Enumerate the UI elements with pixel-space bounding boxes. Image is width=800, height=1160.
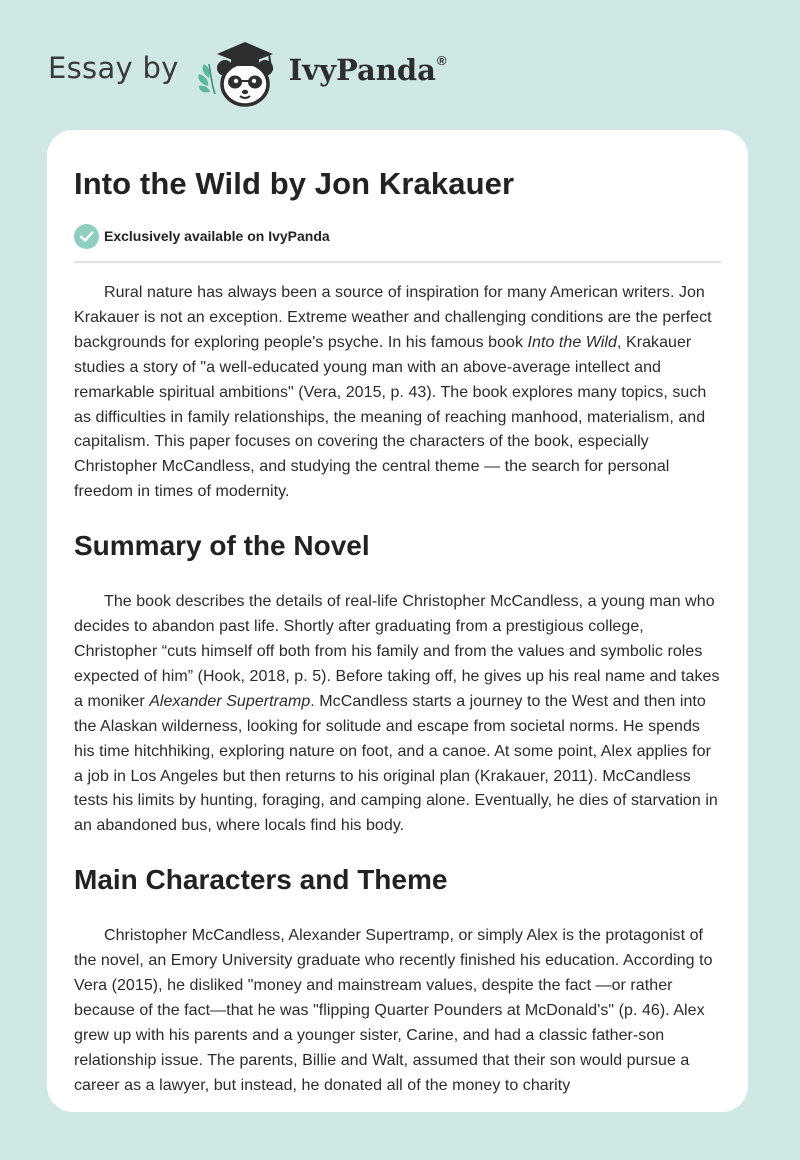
summary-text-part1: The book describes the details of real-life Christopher McCandless, a young man who decides to abandon past life. Shortly after graduating from a prestigious college, Christopher “cuts himself off both from his family and from the values and symbolic roles expected of him” (Hook, 2018, p. 5). Before taking off, he gives up his real name and takes a moniker xyxy=(74,593,720,710)
essay-content xyxy=(47,130,748,1099)
intro-text-part1: Rural nature has always been a source of inspiration for many American writers. Jon Krakauer is not an exception. Extreme weather and challenging conditions are the perfect backgrounds for exploring people's psyche. In his famous book xyxy=(74,284,712,351)
section-spacer xyxy=(74,900,721,924)
exclusive-badge xyxy=(74,223,721,249)
section-heading-summary: Summary of the Novel xyxy=(74,530,370,562)
site-header xyxy=(48,34,447,110)
intro-paragraph xyxy=(74,281,721,505)
section-spacer xyxy=(74,566,721,590)
panda-graduate-logo-icon[interactable] xyxy=(195,34,287,110)
trademark-symbol: ® xyxy=(436,53,447,69)
checkmark-circle-icon xyxy=(74,224,99,249)
title-divider xyxy=(74,261,721,263)
summary-paragraph xyxy=(74,590,721,839)
intro-book-title: Into the Wild xyxy=(527,333,617,351)
essay-by-label: Essay by xyxy=(48,51,179,85)
summary-text-part2: . McCandless starts a journey to the West and then into the Alaskan wilderness, looking for solitude and escape from societal norms. He spends his time hitchhiking, exploring nature on foot, and a canoe. At some point, Alex applies for a job in Los Angeles but then returns to his original plan (Krakauer, 2011). McCandless tests his limits by hunting, foraging, and camping alone. Eventually, he dies of starvation in an abandoned bus, where locals find his body. xyxy=(74,692,718,835)
leaf-icon xyxy=(198,64,215,94)
exclusive-badge-label: Exclusively available on IvyPanda xyxy=(104,228,330,244)
brand-name-text: IvyPanda xyxy=(288,53,436,87)
brand-name[interactable] xyxy=(289,53,447,87)
intro-text-part2: , Krakauer studies a story of "a well-educated young man with an above-average intellect and remarkable spiritual ambitions" (Vera, 2015, p. 43). The book explores many topics, such as difficulties in family relationships, the meaning of reaching manhood, materialism, and capitalism. This paper focuses on covering the characters of the book, especially Christopher McCandless, and studying the central theme — the search for personal freedom in times of modernity. xyxy=(74,333,707,501)
characters-paragraph: Christopher McCandless, Alexander Supertramp, or simply Alex is the protagonist of the novel, an Emory University graduate who recently finished his education. According to Vera (2015), he disliked "money and mainstream values, despite the fact —or rather because of the fact—that he was "flipping Quarter Pounders at McDonald's" (p. 46). Alex grew up with his parents and a younger sister, Carine, and had a classic father-son relationship issue. The parents, Billie and Walt, assumed that their son would pursue a career as a lawyer, but instead, he donated all of the money to charity xyxy=(74,927,713,1094)
page-title: Into the Wild by Jon Krakauer xyxy=(74,166,515,201)
section-heading-characters: Main Characters and Theme xyxy=(74,864,448,896)
summary-moniker: Alexander Supertramp xyxy=(149,692,311,710)
essay-card xyxy=(47,130,748,1112)
